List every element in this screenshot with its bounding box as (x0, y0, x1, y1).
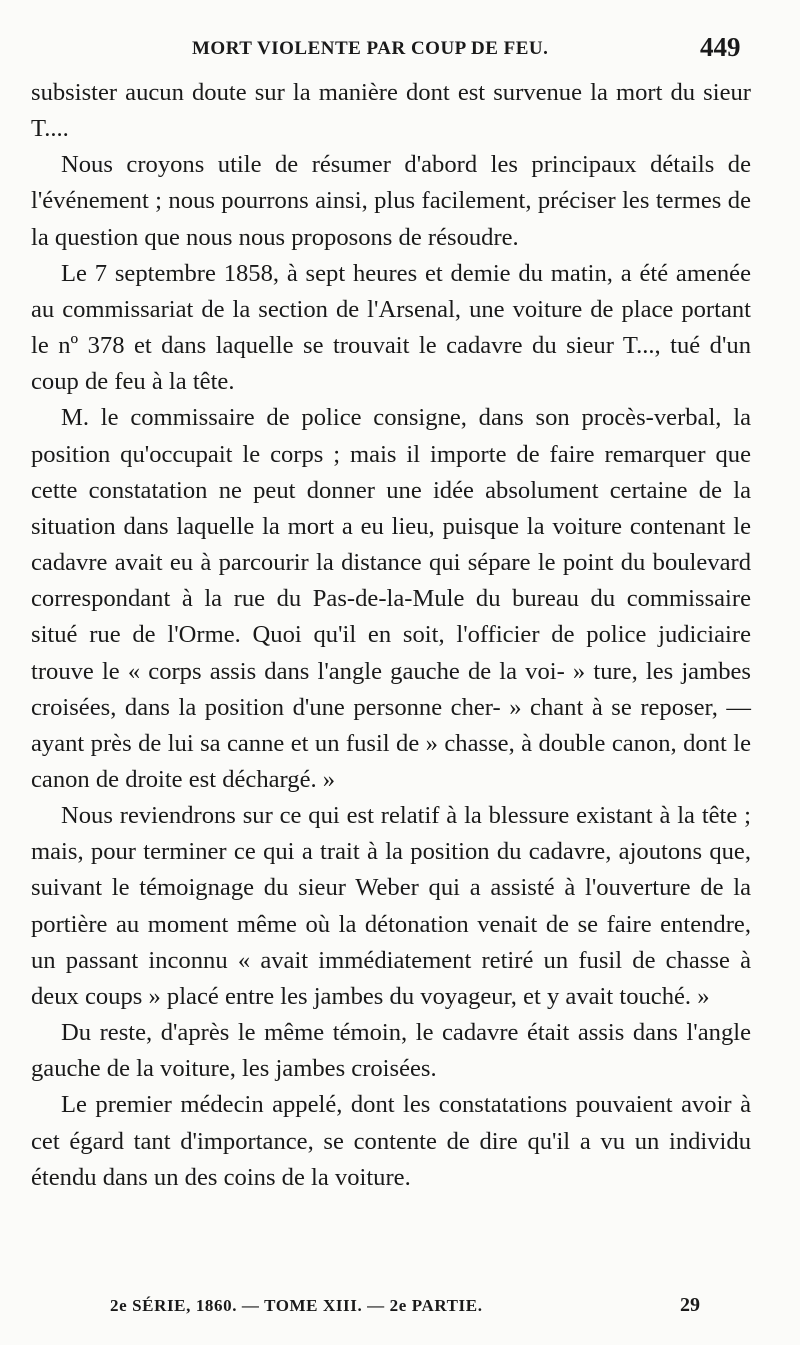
paragraph-witness-weber: Nous reviendrons sur ce qui est relatif à la blessure existant à la tête ; mais, pour terminer ce qui a trait à la position du cadavre, ajoutons que, suivant le témoignage du sieur Weber qui a assisté à l'ouverture de la portière au moment même où la détonation venait de se faire entendre, un passant inconnu « avait immédiatement retiré un fusil de chasse à deux coups » placé entre les jambes du voyageur, et y avait touché. » (31, 802, 751, 1010)
series-line: 2e SÉRIE, 1860. — TOME XIII. — 2e PARTIE. (110, 1296, 483, 1315)
page-number: 449 (700, 32, 741, 62)
paragraph-continuation: subsister aucun doute sur la manière dont est survenue la mort du sieur T.... (31, 79, 751, 143)
paragraph-summary-intro: Nous croyons utile de résumer d'abord les principaux détails de l'événement ; nous pourrons ainsi, plus facilement, préciser les termes de la question que nous nous proposons de résoudre. (31, 151, 751, 251)
paragraph-event-date: Le 7 septembre 1858, à sept heures et demie du matin, a été amenée au commissariat de la section de l'Arsenal, une voiture de place portant le nº 378 et dans laquelle se trouvait le cadavre du sieur T..., tué d'un coup de feu à la tête. (31, 259, 751, 396)
running-header (0, 30, 800, 70)
signature-mark: 29 (680, 1294, 700, 1316)
running-title: MORT VIOLENTE PAR COUP DE FEU. (192, 38, 549, 59)
page-footer (0, 1296, 800, 1326)
body-text (31, 75, 751, 1196)
paragraph-commissaire-report: M. le commissaire de police consigne, dans son procès-verbal, la position qu'occupait le corps ; mais il importe de faire remarquer que cette constatation ne peut donner une idée absolument certaine de la situation dans laquelle la mort a eu lieu, puisque la voiture contenant le cadavre avait eu à parcourir la distance qui sépare le point du boulevard correspondant à la rue du Pas-de-la-Mule du bureau du commissaire situé rue de l'Orme. Quoi qu'il en soit, l'officier de police judiciaire trouve le « corps assis dans l'angle gauche de la voi- » ture, les jambes croisées, dans la position d'une personne cher- » chant à se reposer, — ayant près de lui sa canne et un fusil de » chasse, à double canon, dont le canon de droite est déchargé. » (31, 404, 751, 793)
paragraph-first-doctor: Le premier médecin appelé, dont les constatations pouvaient avoir à cet égard tant d'importance, se contente de dire qu'il a vu un individu étendu dans un des coins de la voiture. (31, 1091, 751, 1191)
paragraph-witness-position: Du reste, d'après le même témoin, le cadavre était assis dans l'angle gauche de la voiture, les jambes croisées. (31, 1019, 751, 1083)
